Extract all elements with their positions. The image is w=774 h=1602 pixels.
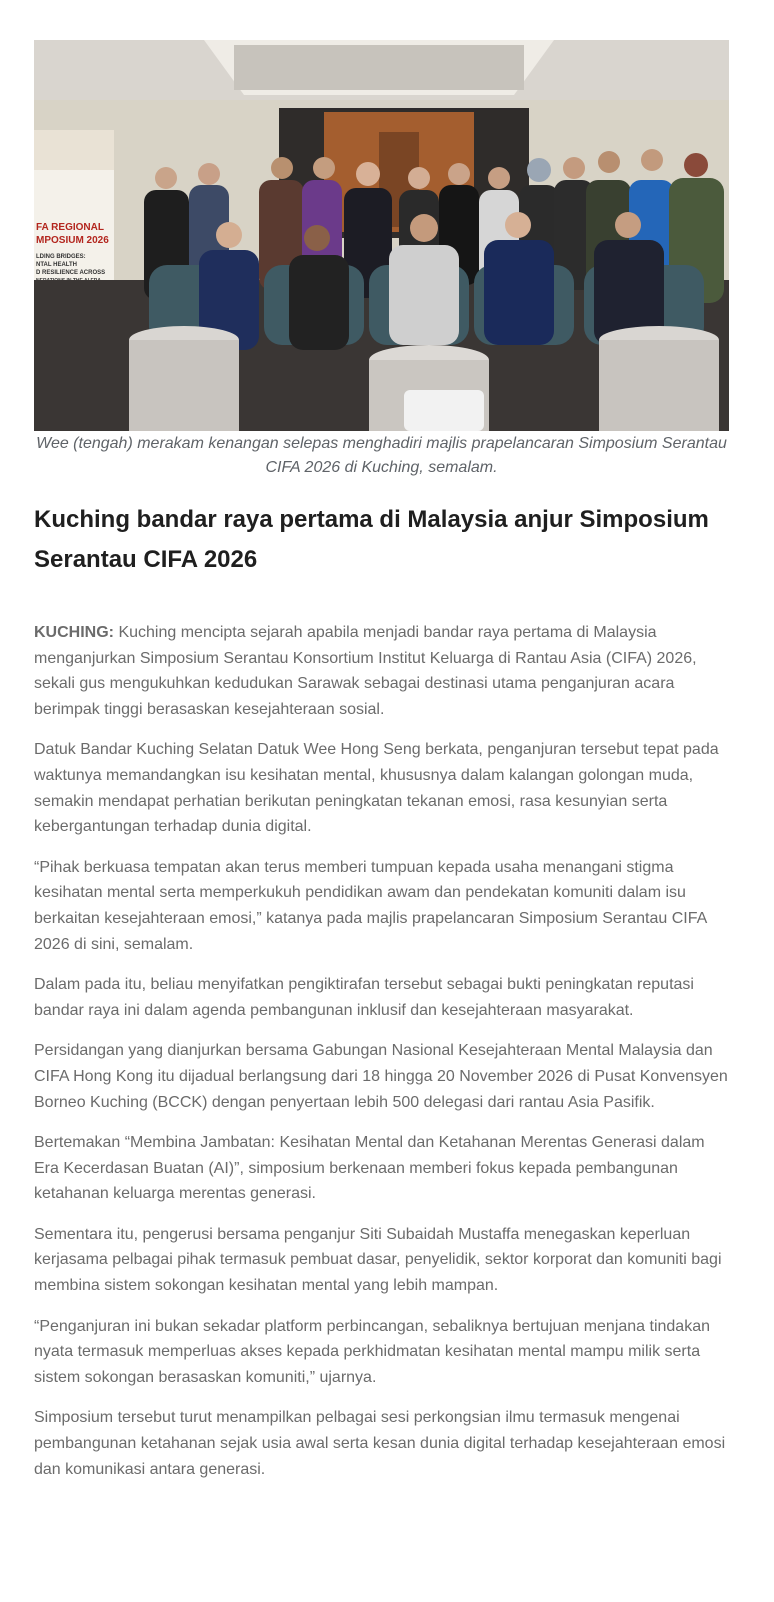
banner-line: FA REGIONAL <box>36 222 104 233</box>
article-body <box>34 620 732 1497</box>
photo-caption: Wee (tengah) merakam kenangan selepas menghadiri majlis prapelancaran Simposium Serantau CIFA 2026 di Kuching, semalam. <box>36 435 727 476</box>
dateline: KUCHING: <box>34 624 114 641</box>
body-paragraph <box>34 620 732 722</box>
group-photo-illustration <box>34 40 729 431</box>
article-photo <box>34 40 729 431</box>
body-paragraph: Persidangan yang dianjurkan bersama Gabungan Nasional Kesejahteraan Mental Malaysia dan CIFA Hong Kong itu dijadual berlangsung dari 18 hingga 20 November 2026 di Pusat Konvensyen Borneo Kuching (BCCK) dengan penyertaan lebih 500 delegasi dari rantau Asia Pasifik. <box>34 1042 728 1111</box>
body-paragraph: Sementara itu, pengerusi bersama penganjur Siti Subaidah Mustaffa menegaskan keperluan kerjasama pelbagai pihak termasuk pembuat dasar, penyelidik, sektor korporat dan komuniti bagi membina sistem sokongan kesihatan mental yang lebih mampan. <box>34 1225 722 1295</box>
banner-line: LDING BRIDGES: <box>36 254 86 260</box>
banner-line: NTAL HEALTH <box>36 262 77 268</box>
body-paragraph: Dalam pada itu, beliau menyifatkan pengiktirafan tersebut sebagai bukti peningkatan reputasi bandar raya ini dalam agenda pembangunan inklusif dan kesejahteraan masyarakat. <box>34 976 694 1019</box>
banner-line: MPOSIUM 2026 <box>36 235 109 246</box>
body-paragraph: Datuk Bandar Kuching Selatan Datuk Wee Hong Seng berkata, penganjuran tersebut tepat pada waktunya memandangkan isu kesihatan mental, khususnya dalam kalangan golongan muda, semakin mendapat perhatian berikutan peningkatan tekanan emosi, rasa kesunyian serta kebergantungan terhadap dunia digital. <box>34 741 719 836</box>
body-paragraph: Simposium tersebut turut menampilkan pelbagai sesi perkongsian ilmu termasuk mengenai pembangunan ketahanan sejak usia awal serta kesan dunia digital terhadap kesejahteraan emosi dan komunikasi antara generasi. <box>34 1409 726 1478</box>
article-headline: Kuching bandar raya pertama di Malaysia anjur Simposium Serantau CIFA 2026 <box>34 506 709 573</box>
body-paragraph: “Pihak berkuasa tempatan akan terus memberi tumpuan kepada usaha menangani stigma kesihatan mental serta memperkukuh pendidikan awam dan pendekatan komuniti dalam isu berkaitan kesejahteraan emosi,” katanya pada majlis prapelancaran Simposium Serantau CIFA 2026 di sini, semalam. <box>34 858 707 953</box>
body-paragraph: Bertemakan “Membina Jambatan: Kesihatan Mental dan Ketahanan Merentas Generasi dalam Era Kecerdasan Buatan (AI)”, simposium berkenaan memberi fokus kepada pembangunan ketahanan keluarga merentas generasi. <box>34 1134 705 1203</box>
paragraph-text: Kuching mencipta sejarah apabila menjadi bandar raya pertama di Malaysia menganjurkan Simposium Serantau Konsortium Institut Keluarga di Rantau Asia (CIFA) 2026, sekali gus mengukuhkan kedudukan Sarawak sebagai destinasi utama penganjuran acara berimpak tinggi berasaskan kesejahteraan sosial. <box>34 624 697 718</box>
banner-line: D RESILIENCE ACROSS <box>36 270 106 276</box>
body-paragraph: “Penganjuran ini bukan sekadar platform perbincangan, sebaliknya bertujuan menjana tindakan nyata termasuk memperluas akses kepada perkhidmatan kesihatan mental mampu milik serta sistem sokongan berasaskan komuniti,” ujarnya. <box>34 1317 710 1386</box>
